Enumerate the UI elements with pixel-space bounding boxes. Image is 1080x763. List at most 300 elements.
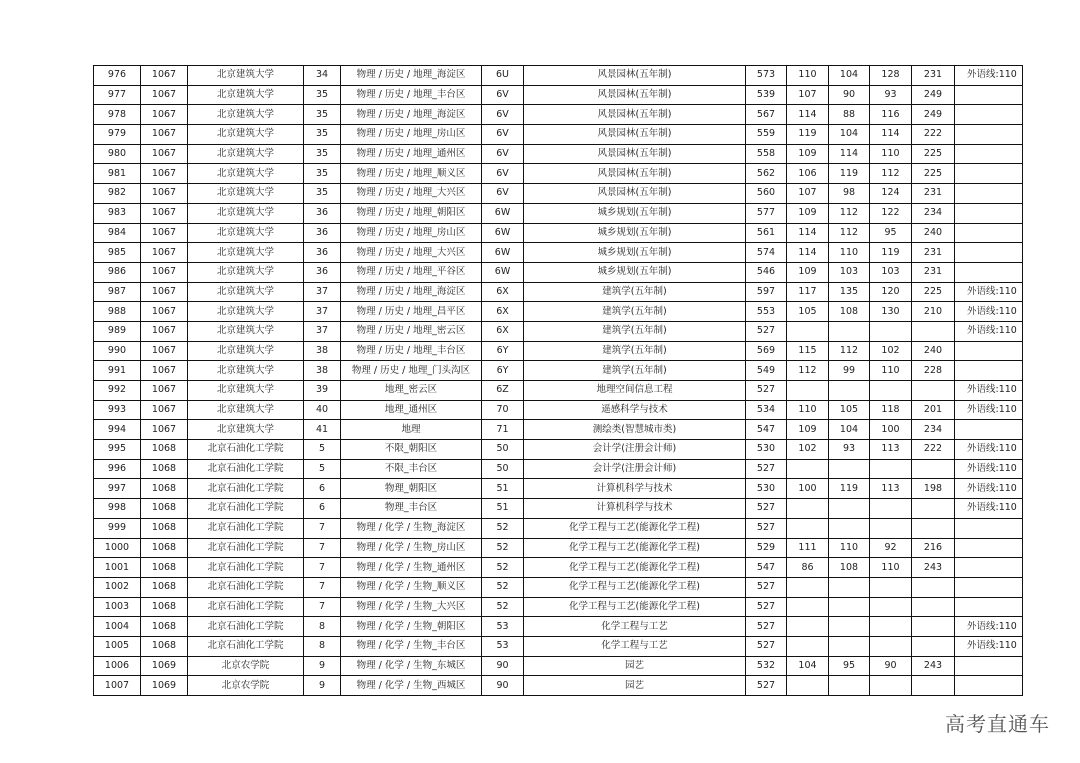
- math-score-cell: [829, 597, 870, 617]
- combined-score-cell: 201: [912, 400, 955, 420]
- math-score-cell: 110: [829, 243, 870, 263]
- subject-requirement-district-cell: 物理 / 化学 / 生物_海淀区: [341, 518, 482, 538]
- math-score-cell: 112: [829, 203, 870, 223]
- school-name-cell: 北京建筑大学: [188, 125, 304, 145]
- table-row: [94, 105, 1023, 125]
- subject-requirement-district-cell: 物理 / 历史 / 地理_朝阳区: [341, 203, 482, 223]
- remark-cell: [955, 518, 1023, 538]
- chinese-score-cell: 102: [787, 440, 829, 460]
- row-index-cell: 983: [94, 203, 141, 223]
- group-code-cell: 37: [304, 282, 341, 302]
- major-code-cell: 90: [482, 676, 524, 696]
- row-index-cell: 1005: [94, 636, 141, 656]
- remark-cell: [955, 85, 1023, 105]
- group-code-cell: 9: [304, 676, 341, 696]
- major-code-cell: 70: [482, 400, 524, 420]
- school-code-cell: 1068: [141, 479, 188, 499]
- combined-score-cell: 240: [912, 223, 955, 243]
- school-name-cell: 北京建筑大学: [188, 144, 304, 164]
- school-name-cell: 北京建筑大学: [188, 262, 304, 282]
- chinese-score-cell: 104: [787, 656, 829, 676]
- remark-cell: 外语线:110: [955, 381, 1023, 401]
- math-score-cell: 104: [829, 66, 870, 86]
- row-index-cell: 979: [94, 125, 141, 145]
- group-code-cell: 41: [304, 420, 341, 440]
- school-name-cell: 北京建筑大学: [188, 85, 304, 105]
- major-name-cell: 建筑学(五年制): [524, 361, 746, 381]
- total-score-cell: 561: [746, 223, 787, 243]
- combined-score-cell: 210: [912, 302, 955, 322]
- school-code-cell: 1067: [141, 164, 188, 184]
- major-name-cell: 风景园林(五年制): [524, 105, 746, 125]
- combined-score-cell: 243: [912, 558, 955, 578]
- combined-score-cell: 249: [912, 105, 955, 125]
- table-row: [94, 440, 1023, 460]
- school-name-cell: 北京建筑大学: [188, 105, 304, 125]
- row-index-cell: 991: [94, 361, 141, 381]
- row-index-cell: 989: [94, 321, 141, 341]
- school-name-cell: 北京建筑大学: [188, 420, 304, 440]
- foreign-language-score-cell: 110: [870, 558, 912, 578]
- total-score-cell: 527: [746, 381, 787, 401]
- remark-cell: [955, 223, 1023, 243]
- subject-requirement-district-cell: 物理 / 历史 / 地理_海淀区: [341, 105, 482, 125]
- row-index-cell: 978: [94, 105, 141, 125]
- major-name-cell: 化学工程与工艺(能源化学工程): [524, 577, 746, 597]
- group-code-cell: 7: [304, 558, 341, 578]
- combined-score-cell: 231: [912, 66, 955, 86]
- remark-cell: 外语线:110: [955, 66, 1023, 86]
- subject-requirement-district-cell: 物理 / 历史 / 地理_房山区: [341, 125, 482, 145]
- total-score-cell: 529: [746, 538, 787, 558]
- table-row: [94, 144, 1023, 164]
- total-score-cell: 569: [746, 341, 787, 361]
- major-name-cell: 建筑学(五年制): [524, 321, 746, 341]
- foreign-language-score-cell: [870, 676, 912, 696]
- total-score-cell: 527: [746, 499, 787, 519]
- group-code-cell: 36: [304, 262, 341, 282]
- table-row: [94, 538, 1023, 558]
- major-code-cell: 6V: [482, 144, 524, 164]
- major-name-cell: 园艺: [524, 676, 746, 696]
- math-score-cell: [829, 321, 870, 341]
- chinese-score-cell: [787, 499, 829, 519]
- remark-cell: [955, 125, 1023, 145]
- school-code-cell: 1068: [141, 440, 188, 460]
- chinese-score-cell: 109: [787, 262, 829, 282]
- chinese-score-cell: 112: [787, 361, 829, 381]
- foreign-language-score-cell: 119: [870, 243, 912, 263]
- group-code-cell: 36: [304, 223, 341, 243]
- total-score-cell: 534: [746, 400, 787, 420]
- major-code-cell: 90: [482, 656, 524, 676]
- major-name-cell: 建筑学(五年制): [524, 302, 746, 322]
- school-name-cell: 北京建筑大学: [188, 184, 304, 204]
- major-name-cell: 风景园林(五年制): [524, 164, 746, 184]
- foreign-language-score-cell: 122: [870, 203, 912, 223]
- school-code-cell: 1067: [141, 223, 188, 243]
- chinese-score-cell: [787, 459, 829, 479]
- school-name-cell: 北京建筑大学: [188, 282, 304, 302]
- foreign-language-score-cell: 116: [870, 105, 912, 125]
- subject-requirement-district-cell: 物理 / 历史 / 地理_房山区: [341, 223, 482, 243]
- foreign-language-score-cell: 95: [870, 223, 912, 243]
- major-name-cell: 建筑学(五年制): [524, 282, 746, 302]
- combined-score-cell: 198: [912, 479, 955, 499]
- subject-requirement-district-cell: 不限_丰台区: [341, 459, 482, 479]
- math-score-cell: 104: [829, 420, 870, 440]
- total-score-cell: 574: [746, 243, 787, 263]
- subject-requirement-district-cell: 地理_密云区: [341, 381, 482, 401]
- subject-requirement-district-cell: 物理 / 化学 / 生物_朝阳区: [341, 617, 482, 637]
- chinese-score-cell: 114: [787, 223, 829, 243]
- foreign-language-score-cell: [870, 597, 912, 617]
- school-name-cell: 北京农学院: [188, 656, 304, 676]
- combined-score-cell: 225: [912, 282, 955, 302]
- foreign-language-score-cell: 128: [870, 66, 912, 86]
- major-code-cell: 52: [482, 577, 524, 597]
- row-index-cell: 1000: [94, 538, 141, 558]
- foreign-language-score-cell: 103: [870, 262, 912, 282]
- school-name-cell: 北京石油化工学院: [188, 538, 304, 558]
- foreign-language-score-cell: [870, 381, 912, 401]
- total-score-cell: 573: [746, 66, 787, 86]
- total-score-cell: 527: [746, 321, 787, 341]
- combined-score-cell: 234: [912, 420, 955, 440]
- remark-cell: [955, 361, 1023, 381]
- math-score-cell: 93: [829, 440, 870, 460]
- major-name-cell: 计算机科学与技术: [524, 479, 746, 499]
- chinese-score-cell: 107: [787, 85, 829, 105]
- school-code-cell: 1067: [141, 85, 188, 105]
- math-score-cell: 108: [829, 558, 870, 578]
- school-name-cell: 北京石油化工学院: [188, 558, 304, 578]
- foreign-language-score-cell: [870, 636, 912, 656]
- remark-cell: [955, 203, 1023, 223]
- chinese-score-cell: [787, 676, 829, 696]
- math-score-cell: [829, 381, 870, 401]
- total-score-cell: 527: [746, 597, 787, 617]
- combined-score-cell: 228: [912, 361, 955, 381]
- foreign-language-score-cell: [870, 459, 912, 479]
- subject-requirement-district-cell: 物理 / 化学 / 生物_房山区: [341, 538, 482, 558]
- major-code-cell: 52: [482, 558, 524, 578]
- group-code-cell: 8: [304, 636, 341, 656]
- school-name-cell: 北京石油化工学院: [188, 597, 304, 617]
- school-name-cell: 北京建筑大学: [188, 321, 304, 341]
- subject-requirement-district-cell: 物理 / 历史 / 地理_昌平区: [341, 302, 482, 322]
- total-score-cell: 539: [746, 85, 787, 105]
- combined-score-cell: [912, 518, 955, 538]
- school-code-cell: 1067: [141, 184, 188, 204]
- school-code-cell: 1067: [141, 144, 188, 164]
- math-score-cell: [829, 617, 870, 637]
- total-score-cell: 547: [746, 558, 787, 578]
- table-body: [94, 66, 1023, 696]
- group-code-cell: 7: [304, 538, 341, 558]
- chinese-score-cell: 115: [787, 341, 829, 361]
- group-code-cell: 36: [304, 243, 341, 263]
- chinese-score-cell: 114: [787, 105, 829, 125]
- major-code-cell: 6Y: [482, 341, 524, 361]
- row-index-cell: 1004: [94, 617, 141, 637]
- group-code-cell: 5: [304, 440, 341, 460]
- math-score-cell: 112: [829, 341, 870, 361]
- school-code-cell: 1068: [141, 636, 188, 656]
- combined-score-cell: 231: [912, 243, 955, 263]
- school-name-cell: 北京建筑大学: [188, 361, 304, 381]
- major-name-cell: 测绘类(智慧城市类): [524, 420, 746, 440]
- total-score-cell: 549: [746, 361, 787, 381]
- subject-requirement-district-cell: 物理 / 历史 / 地理_顺义区: [341, 164, 482, 184]
- total-score-cell: 558: [746, 144, 787, 164]
- group-code-cell: 35: [304, 85, 341, 105]
- school-code-cell: 1067: [141, 400, 188, 420]
- combined-score-cell: [912, 597, 955, 617]
- school-name-cell: 北京建筑大学: [188, 223, 304, 243]
- row-index-cell: 984: [94, 223, 141, 243]
- row-index-cell: 985: [94, 243, 141, 263]
- total-score-cell: 530: [746, 440, 787, 460]
- major-name-cell: 计算机科学与技术: [524, 499, 746, 519]
- major-name-cell: 化学工程与工艺(能源化学工程): [524, 538, 746, 558]
- chinese-score-cell: 110: [787, 400, 829, 420]
- school-code-cell: 1069: [141, 656, 188, 676]
- major-name-cell: 风景园林(五年制): [524, 125, 746, 145]
- remark-cell: [955, 184, 1023, 204]
- group-code-cell: 37: [304, 302, 341, 322]
- admission-score-table: [93, 65, 1023, 696]
- group-code-cell: 7: [304, 577, 341, 597]
- major-code-cell: 6W: [482, 262, 524, 282]
- combined-score-cell: 222: [912, 125, 955, 145]
- table-row: [94, 656, 1023, 676]
- school-code-cell: 1068: [141, 617, 188, 637]
- remark-cell: [955, 538, 1023, 558]
- foreign-language-score-cell: [870, 499, 912, 519]
- subject-requirement-district-cell: 物理 / 历史 / 地理_丰台区: [341, 341, 482, 361]
- foreign-language-score-cell: 114: [870, 125, 912, 145]
- major-name-cell: 建筑学(五年制): [524, 341, 746, 361]
- table-row: [94, 499, 1023, 519]
- table-row: [94, 66, 1023, 86]
- remark-cell: [955, 597, 1023, 617]
- subject-requirement-district-cell: 物理_丰台区: [341, 499, 482, 519]
- foreign-language-score-cell: [870, 577, 912, 597]
- remark-cell: [955, 144, 1023, 164]
- major-name-cell: 会计学(注册会计师): [524, 440, 746, 460]
- foreign-language-score-cell: 120: [870, 282, 912, 302]
- table-row: [94, 676, 1023, 696]
- group-code-cell: 9: [304, 656, 341, 676]
- watermark-text: 高考直通车: [945, 712, 1050, 736]
- math-score-cell: 135: [829, 282, 870, 302]
- group-code-cell: 38: [304, 361, 341, 381]
- subject-requirement-district-cell: 物理_朝阳区: [341, 479, 482, 499]
- subject-requirement-district-cell: 物理 / 化学 / 生物_大兴区: [341, 597, 482, 617]
- remark-cell: [955, 676, 1023, 696]
- foreign-language-score-cell: 130: [870, 302, 912, 322]
- major-name-cell: 遥感科学与技术: [524, 400, 746, 420]
- major-name-cell: 园艺: [524, 656, 746, 676]
- school-name-cell: 北京建筑大学: [188, 243, 304, 263]
- major-name-cell: 化学工程与工艺(能源化学工程): [524, 558, 746, 578]
- foreign-language-score-cell: 92: [870, 538, 912, 558]
- table-row: [94, 597, 1023, 617]
- combined-score-cell: [912, 617, 955, 637]
- table-row: [94, 164, 1023, 184]
- major-code-cell: 6W: [482, 203, 524, 223]
- foreign-language-score-cell: [870, 617, 912, 637]
- major-name-cell: 化学工程与工艺: [524, 636, 746, 656]
- subject-requirement-district-cell: 物理 / 历史 / 地理_大兴区: [341, 243, 482, 263]
- total-score-cell: 527: [746, 577, 787, 597]
- row-index-cell: 999: [94, 518, 141, 538]
- subject-requirement-district-cell: 物理 / 历史 / 地理_通州区: [341, 144, 482, 164]
- school-name-cell: 北京石油化工学院: [188, 636, 304, 656]
- math-score-cell: 104: [829, 125, 870, 145]
- chinese-score-cell: 107: [787, 184, 829, 204]
- row-index-cell: 998: [94, 499, 141, 519]
- math-score-cell: [829, 459, 870, 479]
- remark-cell: 外语线:110: [955, 400, 1023, 420]
- remark-cell: [955, 341, 1023, 361]
- table-row: [94, 243, 1023, 263]
- table-row: [94, 361, 1023, 381]
- row-index-cell: 988: [94, 302, 141, 322]
- school-name-cell: 北京建筑大学: [188, 381, 304, 401]
- total-score-cell: 577: [746, 203, 787, 223]
- remark-cell: 外语线:110: [955, 302, 1023, 322]
- combined-score-cell: 231: [912, 184, 955, 204]
- school-code-cell: 1067: [141, 420, 188, 440]
- foreign-language-score-cell: 124: [870, 184, 912, 204]
- chinese-score-cell: 119: [787, 125, 829, 145]
- subject-requirement-district-cell: 地理: [341, 420, 482, 440]
- math-score-cell: [829, 676, 870, 696]
- subject-requirement-district-cell: 物理 / 化学 / 生物_西城区: [341, 676, 482, 696]
- major-code-cell: 52: [482, 518, 524, 538]
- combined-score-cell: 225: [912, 164, 955, 184]
- total-score-cell: 527: [746, 459, 787, 479]
- table-row: [94, 302, 1023, 322]
- school-name-cell: 北京石油化工学院: [188, 440, 304, 460]
- school-code-cell: 1067: [141, 262, 188, 282]
- major-name-cell: 地理空间信息工程: [524, 381, 746, 401]
- table-row: [94, 321, 1023, 341]
- total-score-cell: 553: [746, 302, 787, 322]
- row-index-cell: 1003: [94, 597, 141, 617]
- combined-score-cell: [912, 499, 955, 519]
- row-index-cell: 977: [94, 85, 141, 105]
- row-index-cell: 995: [94, 440, 141, 460]
- major-code-cell: 6V: [482, 125, 524, 145]
- total-score-cell: 559: [746, 125, 787, 145]
- remark-cell: [955, 164, 1023, 184]
- major-code-cell: 52: [482, 538, 524, 558]
- table-row: [94, 558, 1023, 578]
- major-name-cell: 城乡规划(五年制): [524, 203, 746, 223]
- remark-cell: [955, 577, 1023, 597]
- math-score-cell: 119: [829, 479, 870, 499]
- chinese-score-cell: 109: [787, 144, 829, 164]
- remark-cell: [955, 243, 1023, 263]
- remark-cell: 外语线:110: [955, 459, 1023, 479]
- major-code-cell: 6Y: [482, 361, 524, 381]
- major-code-cell: 6V: [482, 184, 524, 204]
- major-name-cell: 化学工程与工艺(能源化学工程): [524, 597, 746, 617]
- chinese-score-cell: [787, 381, 829, 401]
- combined-score-cell: [912, 381, 955, 401]
- row-index-cell: 996: [94, 459, 141, 479]
- foreign-language-score-cell: 102: [870, 341, 912, 361]
- row-index-cell: 1007: [94, 676, 141, 696]
- school-name-cell: 北京石油化工学院: [188, 499, 304, 519]
- chinese-score-cell: 110: [787, 66, 829, 86]
- school-code-cell: 1067: [141, 381, 188, 401]
- row-index-cell: 994: [94, 420, 141, 440]
- group-code-cell: 38: [304, 341, 341, 361]
- group-code-cell: 8: [304, 617, 341, 637]
- chinese-score-cell: 111: [787, 538, 829, 558]
- combined-score-cell: 234: [912, 203, 955, 223]
- school-code-cell: 1068: [141, 518, 188, 538]
- table-row: [94, 262, 1023, 282]
- group-code-cell: 7: [304, 597, 341, 617]
- group-code-cell: 37: [304, 321, 341, 341]
- remark-cell: 外语线:110: [955, 282, 1023, 302]
- major-code-cell: 53: [482, 617, 524, 637]
- school-name-cell: 北京建筑大学: [188, 164, 304, 184]
- table-row: [94, 577, 1023, 597]
- chinese-score-cell: [787, 617, 829, 637]
- major-code-cell: 52: [482, 597, 524, 617]
- combined-score-cell: 249: [912, 85, 955, 105]
- math-score-cell: 90: [829, 85, 870, 105]
- major-code-cell: 51: [482, 479, 524, 499]
- combined-score-cell: 216: [912, 538, 955, 558]
- total-score-cell: 597: [746, 282, 787, 302]
- chinese-score-cell: [787, 321, 829, 341]
- school-name-cell: 北京石油化工学院: [188, 617, 304, 637]
- school-code-cell: 1068: [141, 597, 188, 617]
- school-code-cell: 1067: [141, 66, 188, 86]
- remark-cell: [955, 420, 1023, 440]
- subject-requirement-district-cell: 物理 / 历史 / 地理_平谷区: [341, 262, 482, 282]
- remark-cell: 外语线:110: [955, 321, 1023, 341]
- row-index-cell: 987: [94, 282, 141, 302]
- math-score-cell: 88: [829, 105, 870, 125]
- school-code-cell: 1068: [141, 577, 188, 597]
- row-index-cell: 980: [94, 144, 141, 164]
- table-row: [94, 282, 1023, 302]
- row-index-cell: 993: [94, 400, 141, 420]
- school-code-cell: 1067: [141, 243, 188, 263]
- chinese-score-cell: [787, 636, 829, 656]
- chinese-score-cell: [787, 597, 829, 617]
- group-code-cell: 35: [304, 144, 341, 164]
- subject-requirement-district-cell: 物理 / 历史 / 地理_丰台区: [341, 85, 482, 105]
- group-code-cell: 39: [304, 381, 341, 401]
- subject-requirement-district-cell: 物理 / 化学 / 生物_通州区: [341, 558, 482, 578]
- math-score-cell: 99: [829, 361, 870, 381]
- subject-requirement-district-cell: 物理 / 化学 / 生物_丰台区: [341, 636, 482, 656]
- school-code-cell: 1067: [141, 125, 188, 145]
- major-code-cell: 6Z: [482, 381, 524, 401]
- group-code-cell: 35: [304, 184, 341, 204]
- school-name-cell: 北京石油化工学院: [188, 479, 304, 499]
- major-code-cell: 6V: [482, 164, 524, 184]
